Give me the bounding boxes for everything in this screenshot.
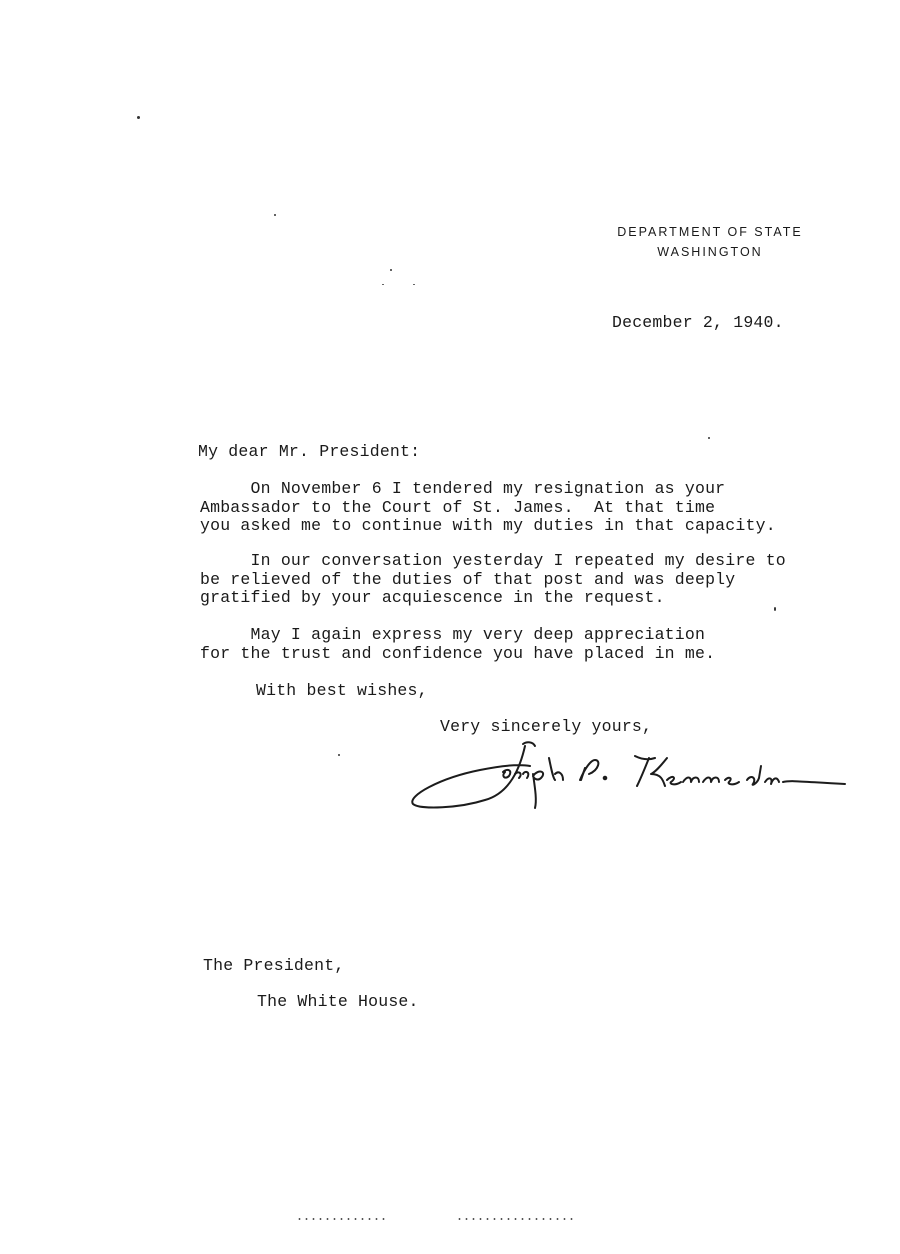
paragraph-resignation: On November 6 I tendered my resignation as your Ambassador to the Court of St. James. At that time you asked me to continue with my duties in that capacity. [200,479,776,535]
letter-date: December 2, 1940. [612,313,784,332]
scan-speck [390,269,392,271]
scan-speck [338,754,340,756]
scan-speck [274,214,276,216]
handwritten-signature [405,738,865,818]
letterhead [590,222,830,262]
scan-speck [413,284,415,285]
scan-speck [382,284,384,285]
scan-artifact-dots [296,1218,386,1220]
paragraph-appreciation: May I again express my very deep appreciation for the trust and confidence you have placed in me. [200,625,716,663]
letterhead-department: DEPARTMENT OF STATE [617,225,803,239]
salutation: My dear Mr. President: [198,442,421,461]
closing-sincerely: Very sincerely yours, [440,717,653,736]
closing-wishes: With best wishes, [256,681,428,700]
recipient-address: The White House. [257,992,419,1011]
scan-artifact-dots [456,1218,576,1220]
scan-speck [774,607,776,611]
letterhead-city: WASHINGTON [657,245,763,259]
paragraph-conversation: In our conversation yesterday I repeated my desire to be relieved of the duties of that post and was deeply gratified by your acquiescence in the request. [200,551,786,607]
scan-speck [708,437,710,439]
recipient-title: The President, [203,956,345,975]
scan-speck [137,116,140,119]
